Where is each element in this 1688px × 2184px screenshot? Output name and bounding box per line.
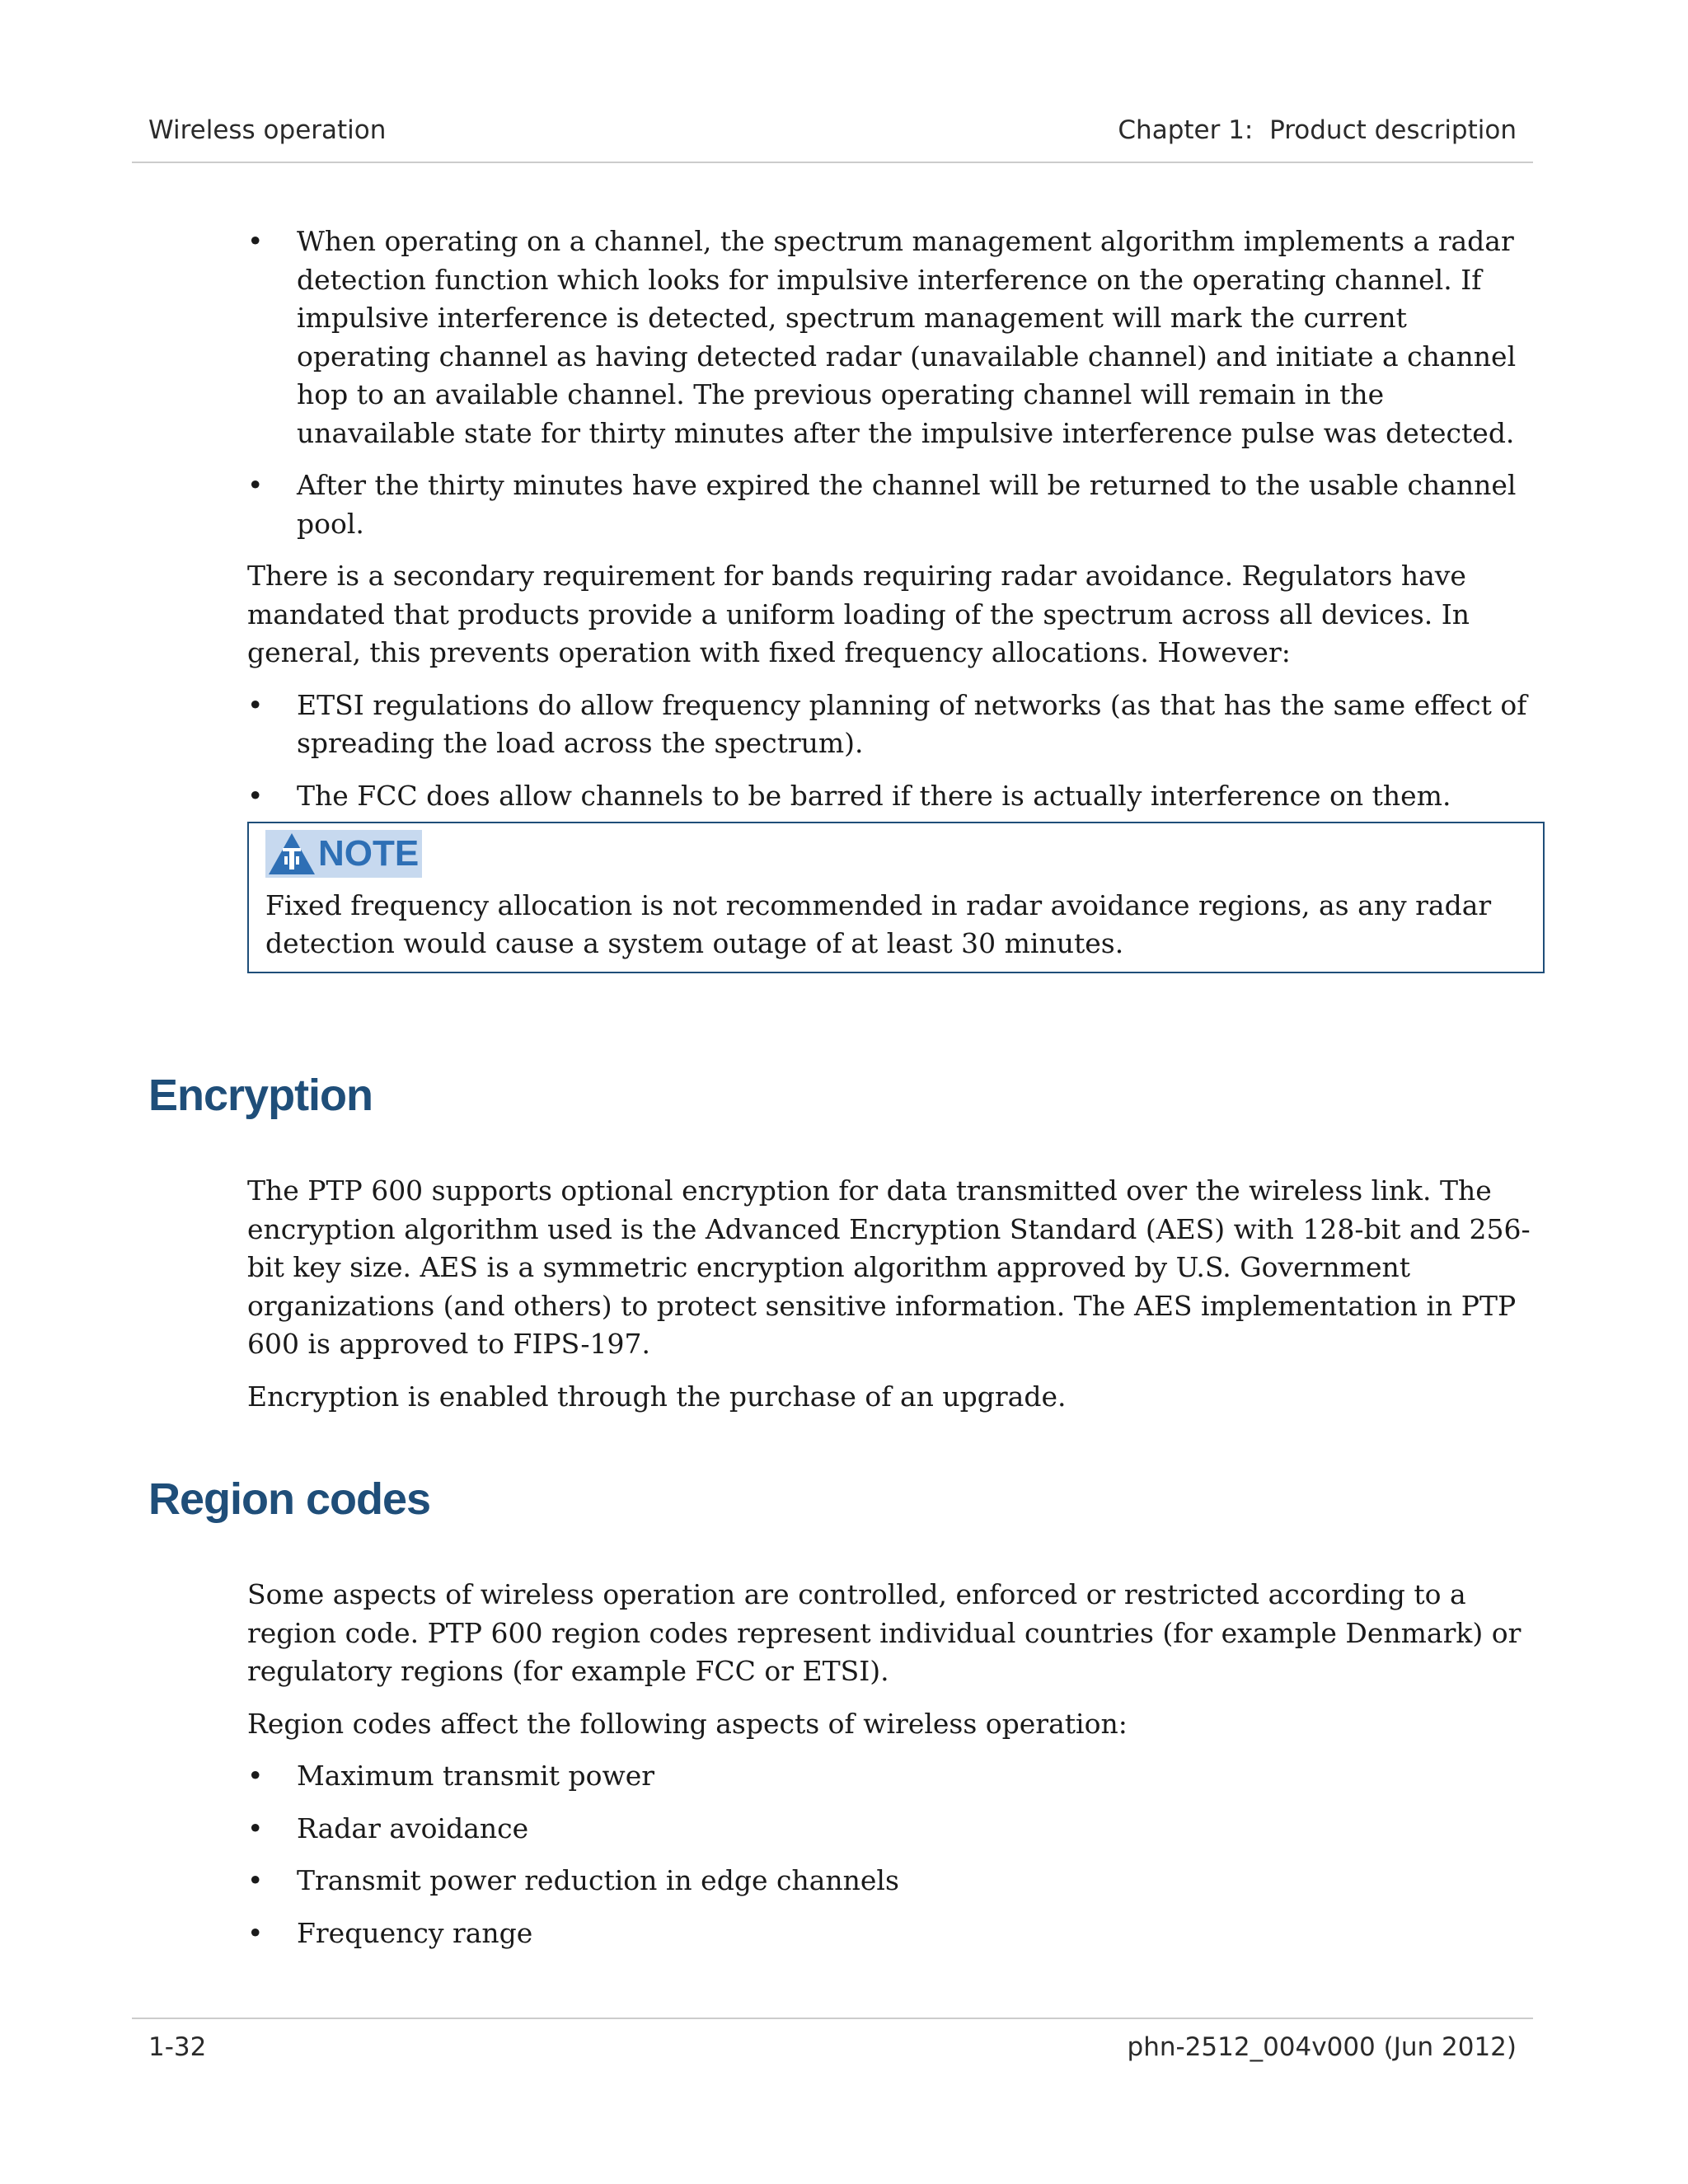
bullet-list-radar [247,223,1533,543]
list-item [247,1862,1533,1900]
paragraph-encryption-1: The PTP 600 supports optional encryption for data transmitted over the wireless link. The encryption algorithm used is the Advanced Encryption Standard (AES) with 128-bit and 256-bit key size. AES is a symmetric encryption algorithm approved by U.S. Government organizations (and others) to protect sensitive information. The AES implementation in PTP 600 is approved to FIPS-197. [247,1174,1531,1360]
bullet-marker: • [247,1760,264,1792]
list-item [247,466,1533,543]
bullet-list-region-aspects [247,1757,1533,1952]
list-item [247,1915,1533,1953]
list-item-text: The FCC does allow channels to be barred if there is actually interference on them. [297,779,1451,812]
paragraph-region-2: Region codes affect the following aspects of wireless operation: [247,1707,1128,1740]
warning-triangle-icon [267,832,316,876]
note-text: Fixed frequency allocation is not recommended in radar avoidance regions, as any radar detection would cause a system outage of at least 30 minutes. [265,888,1492,959]
bullet-marker: • [247,1811,264,1844]
list-item-text: Frequency range [297,1916,533,1949]
list-item-text: Transmit power reduction in edge channels [297,1864,899,1896]
paragraph-secondary-requirement: There is a secondary requirement for bands requiring radar avoidance. Regulators have mandated that products provide a uniform loading of the spectrum across all devices. In general, this prevents operation with fixed frequency allocations. However: [247,560,1470,668]
bullet-list-regulations [247,687,1533,816]
running-footer [132,2018,1533,2069]
list-item-text: Radar avoidance [297,1811,529,1844]
list-item-text: When operating on a channel, the spectrum management algorithm implements a radar detection function which looks for impulsive interference on the operating channel. If impulsive interference is detected, spectrum management will mark the current operating channel as having detected radar (unavailable channel) and initiate a channel hop to an available channel. The previous operating channel will remain in the unavailable state for thirty minutes after the impulsive interference pulse was detected. [297,225,1517,449]
page-number: 1-32 [148,2032,207,2062]
bullet-marker: • [247,1864,264,1896]
note-label [265,830,422,878]
intro-content [247,223,1533,973]
list-item [247,1757,1533,1796]
header-chapter-title: Chapter 1: Product description [1118,115,1517,145]
heading-region-codes: Region codes [148,1474,431,1524]
bullet-marker: • [247,469,264,501]
heading-encryption: Encryption [148,1071,373,1120]
bullet-marker: • [247,1916,264,1949]
bullet-marker: • [247,688,264,721]
document-id: phn-2512_004v000 (Jun 2012) [1127,2032,1517,2062]
region-codes-body [247,1576,1533,1966]
bullet-marker: • [247,779,264,812]
list-item [247,223,1533,452]
bullet-marker: • [247,225,264,257]
list-item-text: Maximum transmit power [297,1760,654,1792]
list-item-text: After the thirty minutes have expired the channel will be returned to the usable channel pool. [297,469,1517,540]
list-item-text: ETSI regulations do allow frequency planning of networks (as that has the same effect of spreading the load across the spectrum). [297,688,1527,759]
header-section-title: Wireless operation [148,115,387,145]
paragraph-encryption-2: Encryption is enabled through the purchase of an upgrade. [247,1380,1067,1413]
note-box [247,822,1545,973]
encryption-body [247,1172,1533,1430]
paragraph-region-1: Some aspects of wireless operation are controlled, enforced or restricted according to a region code. PTP 600 region codes represent individual countries (for example Denmark) or regulatory regions (for example FCC or ETSI). [247,1578,1522,1687]
running-header [132,112,1533,163]
list-item [247,1810,1533,1849]
list-item [247,777,1533,816]
note-label-text: NOTE [318,832,420,874]
list-item [247,687,1533,763]
